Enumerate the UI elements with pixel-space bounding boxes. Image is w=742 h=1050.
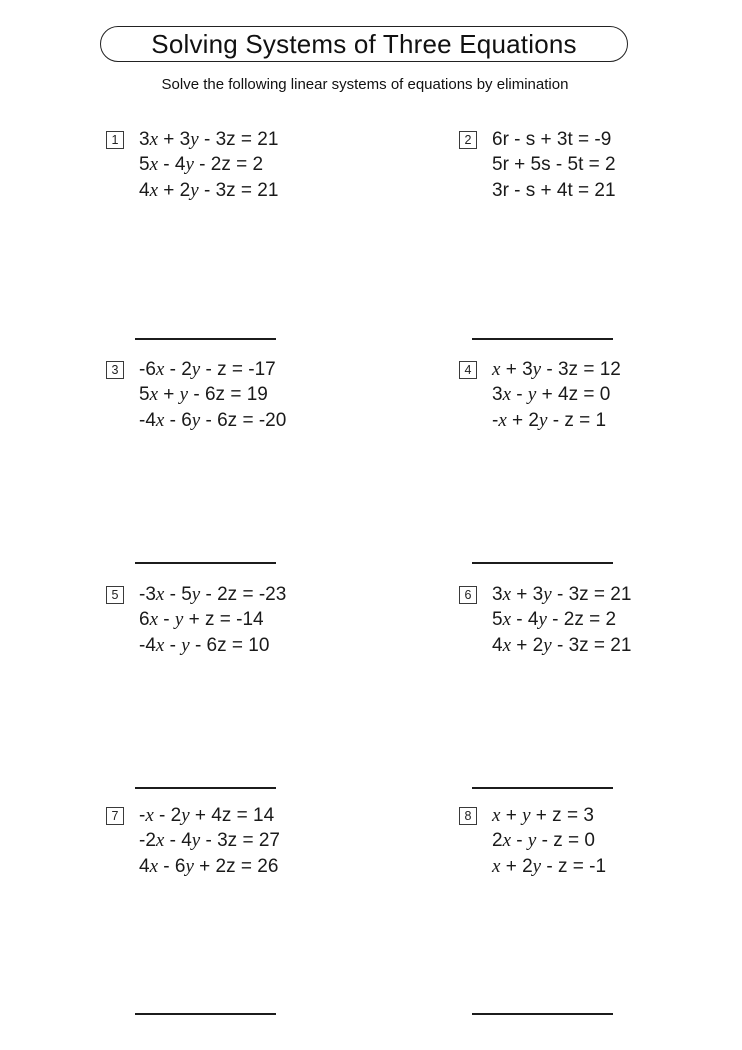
answer-line: [135, 1013, 276, 1015]
equation-line: 3x + 3y - 3z = 21: [139, 129, 279, 150]
equation-line: -x + 2y - z = 1: [492, 409, 607, 431]
answer-line: [472, 1013, 613, 1015]
equation-line: 5x + y - 6z = 19: [139, 384, 268, 406]
problem-1: [106, 127, 278, 203]
answer-line: [472, 338, 613, 340]
equation-line: -4x - 6y - 6z = -20: [139, 409, 287, 431]
equation-line: -3x - 5y - 2z = -23: [139, 584, 287, 605]
answer-line: [135, 562, 276, 564]
equation-line: 3x - y + 4z = 0: [492, 384, 611, 406]
answer-line: [472, 787, 613, 789]
equation-group: [139, 803, 280, 879]
equation-line: x + 2y - z = -1: [492, 855, 607, 877]
equation-line: 4x + 2y - 3z = 21: [492, 634, 632, 656]
answer-line: [135, 338, 276, 340]
equation-line: 6x - y + z = -14: [139, 609, 264, 631]
problem-number-badge: 1: [106, 131, 124, 149]
equation-group: [139, 127, 278, 203]
equation-line: x + y + z = 3: [492, 805, 594, 826]
problem-4: [459, 357, 621, 433]
equation-line: 5x - 4y - 2z = 2: [139, 154, 264, 176]
problem-5: [106, 582, 286, 658]
problem-2: [459, 127, 616, 203]
equation-line: -x - 2y + 4z = 14: [139, 805, 275, 826]
equation-line: 6r - s + 3t = -9: [492, 129, 612, 150]
equation-line: 2x - y - z = 0: [492, 830, 595, 852]
problem-number-badge: 4: [459, 361, 477, 379]
equation-group: [139, 357, 286, 433]
answer-line: [135, 787, 276, 789]
equation-group: [492, 357, 621, 433]
problem-number-badge: 8: [459, 807, 477, 825]
equation-line: 5x - 4y - 2z = 2: [492, 609, 617, 631]
problem-number-badge: 2: [459, 131, 477, 149]
page-title: Solving Systems of Three Equations: [151, 28, 577, 59]
equation-group: [492, 803, 606, 879]
equation-line: -2x - 4y - 3z = 27: [139, 830, 280, 852]
problem-3: [106, 357, 286, 433]
equation-line: 5r + 5s - 5t = 2: [492, 154, 616, 176]
problem-7: [106, 803, 280, 879]
equation-line: -6x - 2y - z = -17: [139, 359, 276, 380]
equation-line: x + 3y - 3z = 12: [492, 359, 621, 380]
equation-line: 4x + 2y - 3z = 21: [139, 179, 279, 201]
problem-number-badge: 6: [459, 586, 477, 604]
problem-6: [459, 582, 631, 658]
equation-group: [492, 127, 616, 203]
equation-group: [492, 582, 631, 658]
equation-line: 3r - s + 4t = 21: [492, 179, 616, 201]
answer-line: [472, 562, 613, 564]
problem-number-badge: 5: [106, 586, 124, 604]
equation-line: 3x + 3y - 3z = 21: [492, 584, 632, 605]
equation-line: -4x - y - 6z = 10: [139, 634, 270, 656]
title-box: [100, 26, 628, 62]
problem-number-badge: 7: [106, 807, 124, 825]
equation-group: [139, 582, 286, 658]
problem-8: [459, 803, 606, 879]
equation-line: 4x - 6y + 2z = 26: [139, 855, 279, 877]
problem-number-badge: 3: [106, 361, 124, 379]
page-subtitle: Solve the following linear systems of equations by elimination: [161, 76, 569, 93]
